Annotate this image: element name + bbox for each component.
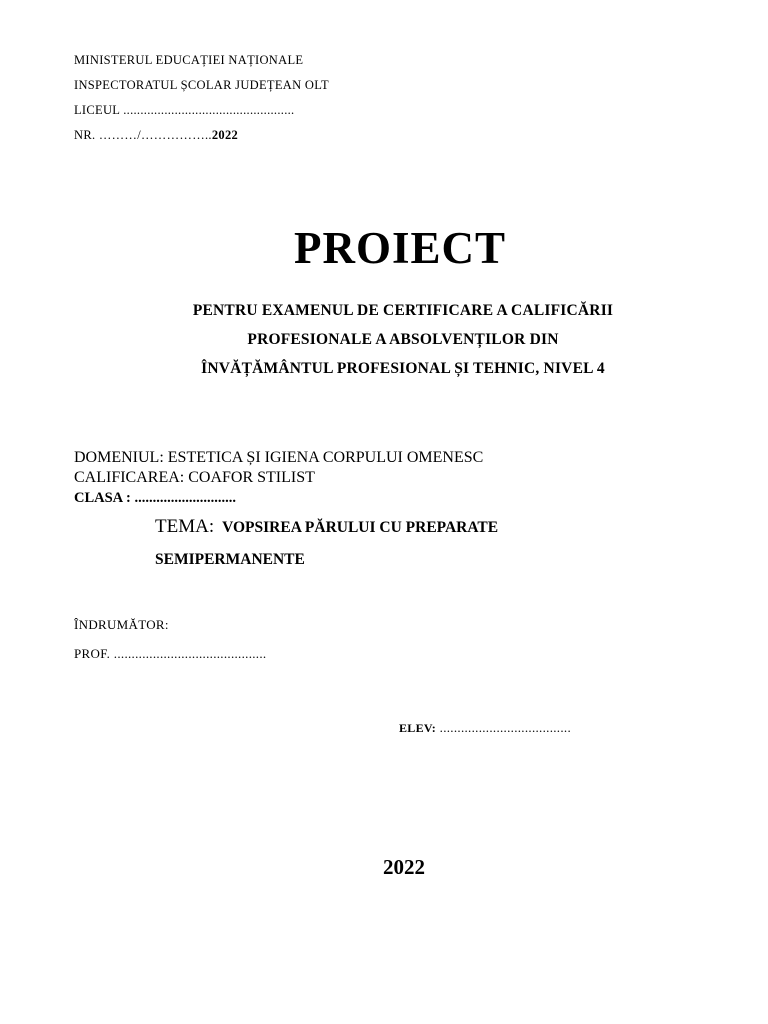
ministry-name: MINISTERUL EDUCAȚIEI NAȚIONALE (74, 53, 304, 67)
topic-label: TEMA: (155, 516, 215, 537)
number-label: NR. (74, 128, 96, 142)
topic-title-line-1: VOPSIREA PĂRULUI CU PREPARATE (222, 519, 499, 536)
domain-line: DOMENIUL: ESTETICA ȘI IGIENA CORPULUI OMENESC (74, 449, 484, 466)
topic-line (155, 516, 498, 538)
student-line (399, 720, 571, 736)
inspectorate-name: INSPECTORATUL ȘCOLAR JUDEȚEAN OLT (74, 78, 329, 92)
topic-title-line-2: SEMIPERMANENTE (155, 551, 305, 568)
class-label: CLASA : (74, 490, 131, 506)
document-year: 2022 (383, 855, 425, 879)
school-label: LICEUL (74, 103, 120, 117)
school-line (74, 103, 294, 118)
school-value: .................................................. (123, 103, 295, 117)
prof-label: PROF. (74, 646, 111, 661)
subtitle-line-3: ÎNVĂȚĂMÂNTUL PROFESIONAL ȘI TEHNIC, NIVEL 4 (201, 360, 605, 377)
advisor-prof-line (74, 646, 266, 662)
document-title: PROIECT (293, 223, 507, 273)
subtitle-line-1: PENTRU EXAMENUL DE CERTIFICARE A CALIFICĂRII (192, 302, 614, 319)
ministry-line (74, 53, 303, 68)
student-label: ELEV: (399, 721, 437, 735)
qualification-line: CALIFICAREA: COAFOR STILIST (74, 469, 315, 486)
advisor-label: ÎNDRUMĂTOR: (74, 617, 169, 632)
registration-number-line (74, 128, 238, 143)
subtitle-line-2: PROFESIONALE A ABSOLVENȚILOR DIN (247, 331, 559, 348)
prof-value: ........................................... (113, 646, 267, 661)
student-value: ..................................... (439, 720, 571, 735)
number-value: ………/…………….. (98, 128, 212, 142)
inspectorate-line (74, 78, 329, 93)
class-value: ............................ (134, 490, 236, 506)
number-year: 2022 (211, 128, 239, 142)
class-line (74, 490, 236, 507)
